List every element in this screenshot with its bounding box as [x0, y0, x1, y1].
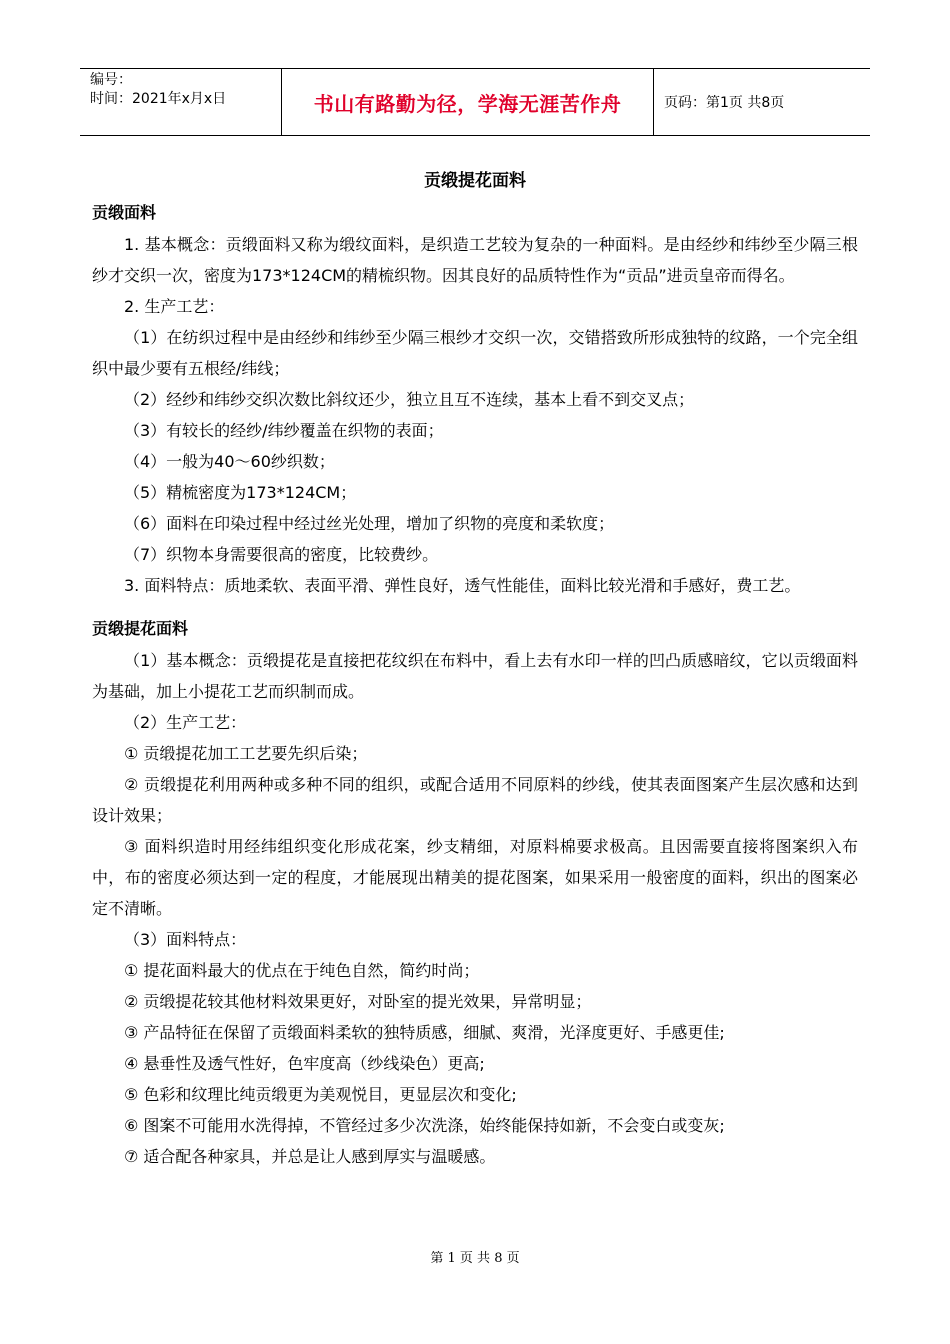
jacquard-feature-item: ④ 悬垂性及透气性好，色牢度高（纱线染色）更高; — [124, 1054, 485, 1073]
jacquard-feature-item: ⑥ 图案不可能用水洗得掉，不管经过多少次洗涤，始终能保持如新，不会变白或变灰; — [124, 1116, 725, 1135]
process-item: （7）织物本身需要很高的密度，比较费纱。 — [124, 545, 439, 564]
production-process-label: 2. 生产工艺： — [124, 297, 225, 316]
motto-text: 书山有路勤为径，学海无涯苦作舟 — [313, 91, 622, 116]
page-info: 页码：第1页 共8页 — [664, 95, 785, 111]
process-item: （2）经纱和纬纱交织次数比斜纹还少，独立且互不连续，基本上看不到交叉点； — [124, 390, 695, 409]
jacquard-feature-item: ① 提花面料最大的优点在于纯色自然，简约时尚； — [124, 961, 480, 980]
page-footer: 第 1 页 共 8 页 — [430, 1251, 520, 1266]
jacquard-feature-item: ⑦ 适合配各种家具，并总是让人感到厚实与温暖感。 — [124, 1147, 496, 1166]
jacquard-process-item: ② 贡缎提花利用两种或多种不同的组织，或配合适用不同原料的纱线，使其表面图案产生层次感和达到设计效果； — [92, 775, 858, 825]
document-title: 贡缎提花面料 — [424, 171, 526, 191]
number-label: 编号： — [90, 72, 132, 88]
process-item: （4）一般为40～60纱织数； — [124, 452, 335, 471]
section-heading-satin: 贡缎面料 — [92, 203, 157, 222]
jacquard-features-label: （3）面料特点： — [124, 930, 247, 949]
jacquard-feature-item: ② 贡缎提花较其他材料效果更好，对卧室的提光效果，异常明显； — [124, 992, 592, 1011]
jacquard-feature-item: ③ 产品特征在保留了贡缎面料柔软的独特质感，细腻、爽滑，光泽度更好、手感更佳; — [124, 1023, 725, 1042]
header-table — [80, 68, 870, 136]
header-page-cell — [654, 69, 870, 135]
process-item: （5）精梳密度为173*124CM； — [124, 483, 357, 502]
header-motto-cell — [282, 69, 654, 135]
jacquard-process-item: ① 贡缎提花加工工艺要先织后染； — [124, 744, 368, 763]
jacquard-feature-item: ⑤ 色彩和纹理比纯贡缎更为美观悦目，更显层次和变化; — [124, 1085, 517, 1104]
process-item: （3）有较长的经纱/纬纱覆盖在织物的表面； — [124, 421, 444, 440]
header-left-cell — [80, 69, 282, 135]
basic-concept-paragraph: 1. 基本概念：贡缎面料又称为缎纹面料，是织造工艺较为复杂的一种面料。是由经纱和纬纱至少隔三根纱才交织一次，密度为173*124CM的精梳织物。因其良好的品质特性作为“贡品”进贡皇帝而得名。 — [92, 235, 858, 285]
jacquard-process-item: ③ 面料织造时用经纬组织变化形成花案，纱支精细，对原料棉要求极高。且因需要直接将图案织入布中，布的密度必须达到一定的程度，才能展现出精美的提花图案，如果采用一般密度的面料，织出的图案必定不清晰。 — [92, 837, 858, 918]
jacquard-concept-paragraph: （1）基本概念：贡缎提花是直接把花纹织在布料中，看上去有水印一样的凹凸质感暗纹，它以贡缎面料为基础，加上小提花工艺而织制而成。 — [92, 651, 858, 701]
time-label: 时间：2021年x月x日 — [90, 91, 227, 107]
document-body — [92, 165, 858, 1172]
jacquard-process-label: （2）生产工艺： — [124, 713, 247, 732]
section-heading-jacquard: 贡缎提花面料 — [92, 619, 189, 638]
fabric-features-paragraph: 3. 面料特点：质地柔软、表面平滑、弹性良好，透气性能佳，面料比较光滑和手感好，费工艺。 — [124, 576, 801, 595]
process-item: （1）在纺织过程中是由经纱和纬纱至少隔三根纱才交织一次，交错搭致所形成独特的纹路，一个完全组织中最少要有五根经/纬线； — [92, 328, 858, 378]
process-item: （6）面料在印染过程中经过丝光处理，增加了织物的亮度和柔软度； — [124, 514, 615, 533]
